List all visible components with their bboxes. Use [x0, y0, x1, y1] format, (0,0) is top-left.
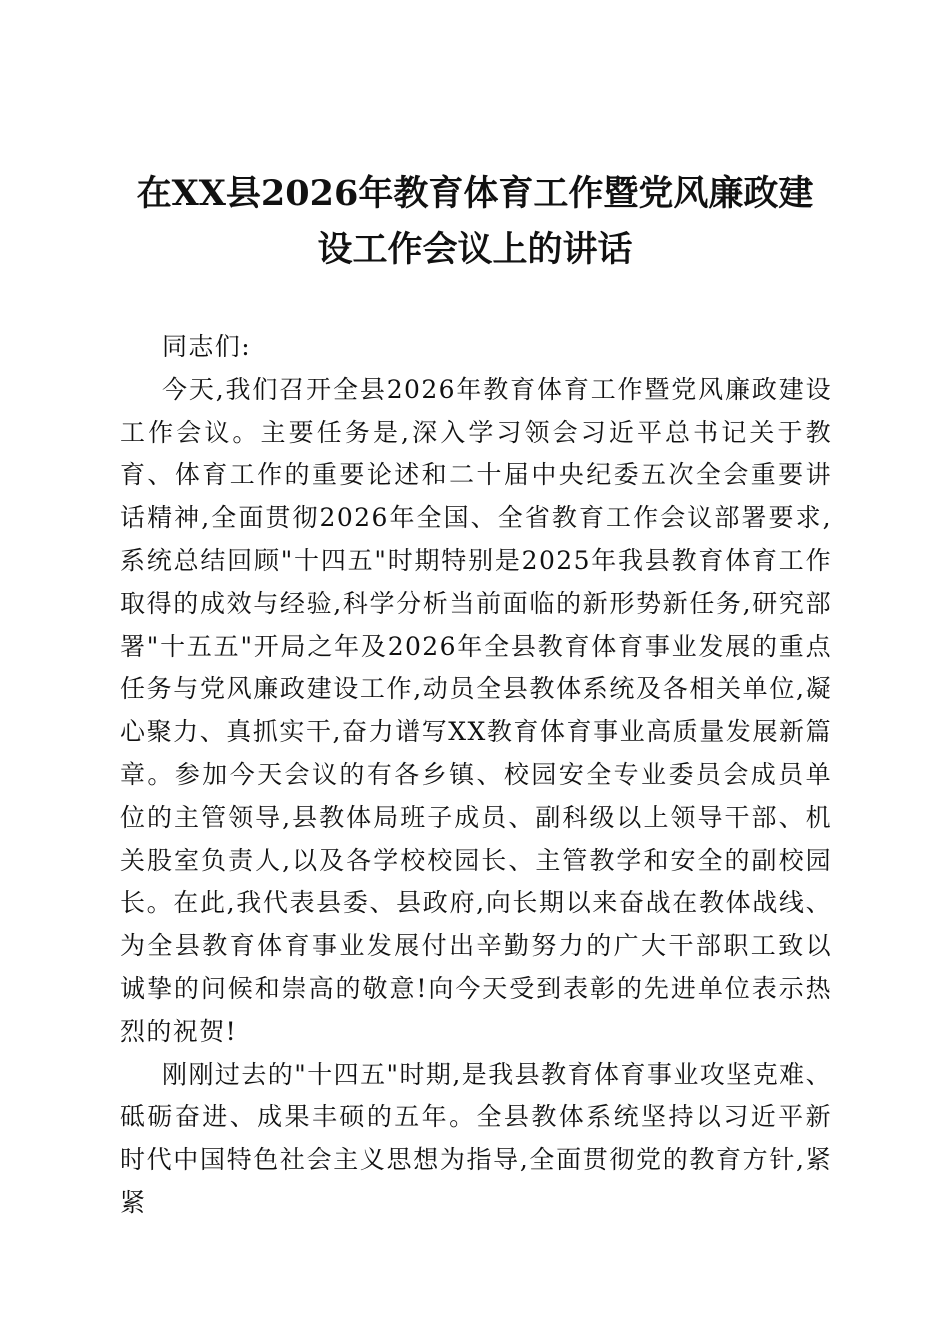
document-body	[120, 326, 832, 1225]
salutation: 同志们:	[162, 332, 252, 361]
document-title	[110, 166, 840, 278]
title-line-1: 在XX县2026年教育体育工作暨党风廉政建	[136, 173, 814, 214]
paragraph-2: 刚刚过去的"十四五"时期,是我县教育体育事业攻坚克难、砥砺奋进、成果丰硕的五年。全县教体系统坚持以习近平新时代中国特色社会主义思想为指导,全面贯彻党的教育方针,紧紧	[120, 1059, 832, 1217]
title-line-2: 设工作会议上的讲话	[317, 229, 633, 270]
paragraph-1: 今天,我们召开全县2026年教育体育工作暨党风廉政建设工作会议。主要任务是,深入学习领会习近平总书记关于教育、体育工作的重要论述和二十届中央纪委五次全会重要讲话精神,全面贯彻2026年全国、全省教育工作会议部署要求,系统总结回顾"十四五"时期特别是2025年我县教育体育工作取得的成效与经验,科学分析当前面临的新形势新任务,研究部署"十五五"开局之年及2026年全县教育体育事业发展的重点任务与党风廉政建设工作,动员全县教体系统及各相关单位,凝心聚力、真抓实干,奋力谱写XX教育体育事业高质量发展新篇章。参加今天会议的有各乡镇、校园安全专业委员会成员单位的主管领导,县教体局班子成员、副科级以上领导干部、机关股室负责人,以及各学校校园长、主管教学和安全的副校园长。在此,我代表县委、县政府,向长期以来奋战在教体战线、为全县教育体育事业发展付出辛勤努力的广大干部职工致以诚挚的问候和崇高的敬意!向今天受到表彰的先进单位表示热烈的祝贺!	[120, 374, 832, 1046]
